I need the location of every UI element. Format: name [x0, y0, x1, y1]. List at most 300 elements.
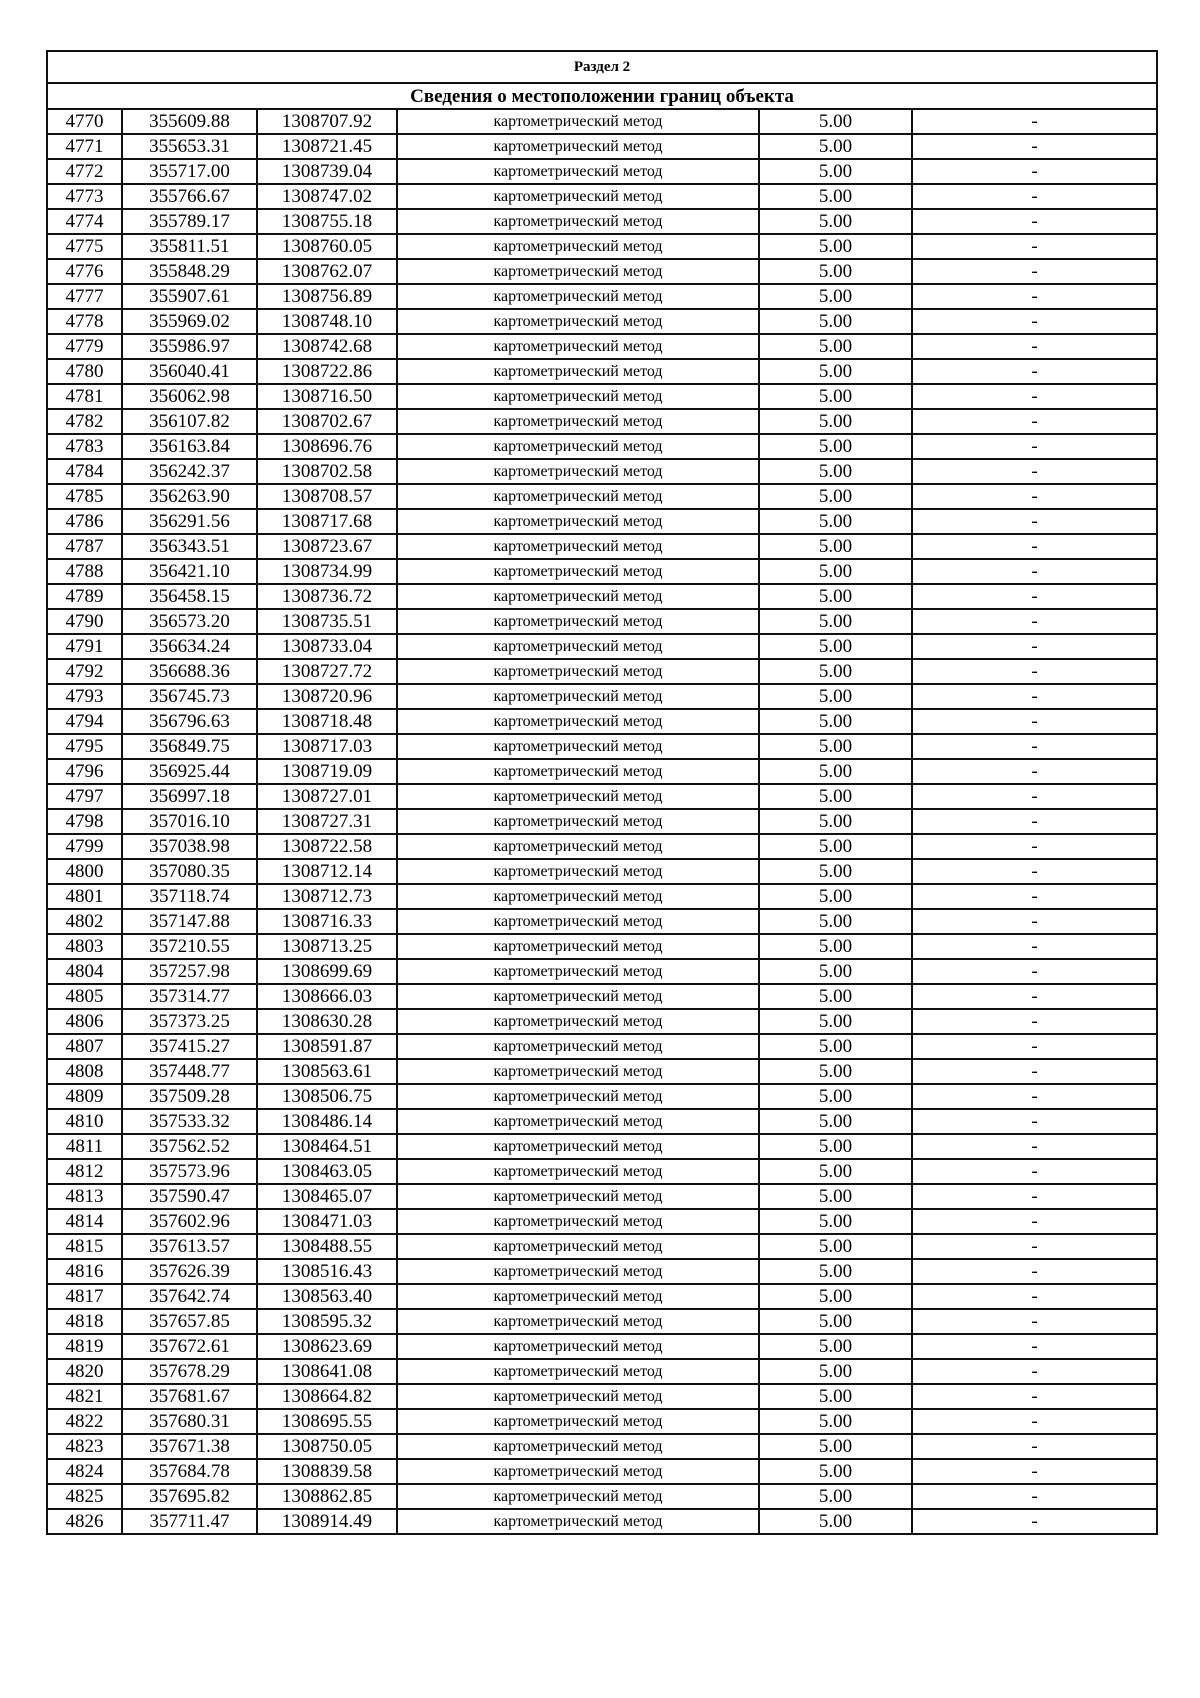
y-coordinate-cell: 1308717.03 [257, 734, 397, 759]
title-header-row [47, 83, 1157, 109]
table-row [47, 1334, 1157, 1359]
x-coordinate-cell: 355609.88 [122, 109, 257, 134]
table-row [47, 484, 1157, 509]
method-cell: картометрический метод [397, 1459, 759, 1484]
point-number-cell: 4777 [47, 284, 122, 309]
table-row [47, 534, 1157, 559]
method-cell: картометрический метод [397, 459, 759, 484]
accuracy-cell: 5.00 [759, 334, 912, 359]
point-number-cell: 4805 [47, 984, 122, 1009]
y-coordinate-cell: 1308747.02 [257, 184, 397, 209]
table-row [47, 334, 1157, 359]
table-row [47, 284, 1157, 309]
note-cell: - [912, 1459, 1157, 1484]
point-number-cell: 4772 [47, 159, 122, 184]
method-cell: картометрический метод [397, 959, 759, 984]
x-coordinate-cell: 357533.32 [122, 1109, 257, 1134]
table-row [47, 184, 1157, 209]
method-cell: картометрический метод [397, 109, 759, 134]
accuracy-cell: 5.00 [759, 784, 912, 809]
method-cell: картометрический метод [397, 609, 759, 634]
note-cell: - [912, 1059, 1157, 1084]
y-coordinate-cell: 1308748.10 [257, 309, 397, 334]
y-coordinate-cell: 1308716.50 [257, 384, 397, 409]
method-cell: картометрический метод [397, 259, 759, 284]
table-row [47, 159, 1157, 184]
note-cell: - [912, 409, 1157, 434]
method-cell: картометрический метод [397, 859, 759, 884]
method-cell: картометрический метод [397, 1159, 759, 1184]
accuracy-cell: 5.00 [759, 1209, 912, 1234]
point-number-cell: 4788 [47, 559, 122, 584]
y-coordinate-cell: 1308862.85 [257, 1484, 397, 1509]
note-cell: - [912, 759, 1157, 784]
table-row [47, 859, 1157, 884]
point-number-cell: 4789 [47, 584, 122, 609]
x-coordinate-cell: 357590.47 [122, 1184, 257, 1209]
x-coordinate-cell: 356849.75 [122, 734, 257, 759]
note-cell: - [912, 609, 1157, 634]
x-coordinate-cell: 356688.36 [122, 659, 257, 684]
table-row [47, 1009, 1157, 1034]
x-coordinate-cell: 357657.85 [122, 1309, 257, 1334]
note-cell: - [912, 859, 1157, 884]
y-coordinate-cell: 1308727.72 [257, 659, 397, 684]
method-cell: картометрический метод [397, 484, 759, 509]
point-number-cell: 4786 [47, 509, 122, 534]
table-row [47, 1384, 1157, 1409]
point-number-cell: 4806 [47, 1009, 122, 1034]
accuracy-cell: 5.00 [759, 584, 912, 609]
y-coordinate-cell: 1308914.49 [257, 1509, 397, 1534]
point-number-cell: 4798 [47, 809, 122, 834]
note-cell: - [912, 709, 1157, 734]
y-coordinate-cell: 1308720.96 [257, 684, 397, 709]
x-coordinate-cell: 357678.29 [122, 1359, 257, 1384]
note-cell: - [912, 1434, 1157, 1459]
accuracy-cell: 5.00 [759, 1184, 912, 1209]
y-coordinate-cell: 1308516.43 [257, 1259, 397, 1284]
y-coordinate-cell: 1308712.14 [257, 859, 397, 884]
table-row [47, 684, 1157, 709]
table-row [47, 559, 1157, 584]
point-number-cell: 4809 [47, 1084, 122, 1109]
method-cell: картометрический метод [397, 1259, 759, 1284]
note-cell: - [912, 384, 1157, 409]
y-coordinate-cell: 1308839.58 [257, 1459, 397, 1484]
y-coordinate-cell: 1308465.07 [257, 1184, 397, 1209]
y-coordinate-cell: 1308722.86 [257, 359, 397, 384]
table-row [47, 1409, 1157, 1434]
y-coordinate-cell: 1308641.08 [257, 1359, 397, 1384]
point-number-cell: 4817 [47, 1284, 122, 1309]
accuracy-cell: 5.00 [759, 1084, 912, 1109]
method-cell: картометрический метод [397, 734, 759, 759]
table-row [47, 709, 1157, 734]
note-cell: - [912, 909, 1157, 934]
y-coordinate-cell: 1308739.04 [257, 159, 397, 184]
y-coordinate-cell: 1308762.07 [257, 259, 397, 284]
table-row [47, 1459, 1157, 1484]
x-coordinate-cell: 356163.84 [122, 434, 257, 459]
x-coordinate-cell: 356107.82 [122, 409, 257, 434]
x-coordinate-cell: 357038.98 [122, 834, 257, 859]
y-coordinate-cell: 1308734.99 [257, 559, 397, 584]
accuracy-cell: 5.00 [759, 1434, 912, 1459]
table-row [47, 1309, 1157, 1334]
table-row [47, 359, 1157, 384]
note-cell: - [912, 134, 1157, 159]
y-coordinate-cell: 1308591.87 [257, 1034, 397, 1059]
x-coordinate-cell: 356291.56 [122, 509, 257, 534]
note-cell: - [912, 1009, 1157, 1034]
accuracy-cell: 5.00 [759, 809, 912, 834]
point-number-cell: 4820 [47, 1359, 122, 1384]
x-coordinate-cell: 357695.82 [122, 1484, 257, 1509]
method-cell: картометрический метод [397, 284, 759, 309]
table-row [47, 809, 1157, 834]
method-cell: картометрический метод [397, 334, 759, 359]
x-coordinate-cell: 356634.24 [122, 634, 257, 659]
table-row [47, 409, 1157, 434]
note-cell: - [912, 534, 1157, 559]
y-coordinate-cell: 1308742.68 [257, 334, 397, 359]
note-cell: - [912, 509, 1157, 534]
accuracy-cell: 5.00 [759, 284, 912, 309]
note-cell: - [912, 1184, 1157, 1209]
x-coordinate-cell: 357681.67 [122, 1384, 257, 1409]
x-coordinate-cell: 355766.67 [122, 184, 257, 209]
point-number-cell: 4771 [47, 134, 122, 159]
accuracy-cell: 5.00 [759, 409, 912, 434]
method-cell: картометрический метод [397, 1284, 759, 1309]
point-number-cell: 4774 [47, 209, 122, 234]
accuracy-cell: 5.00 [759, 684, 912, 709]
y-coordinate-cell: 1308463.05 [257, 1159, 397, 1184]
method-cell: картометрический метод [397, 1209, 759, 1234]
x-coordinate-cell: 357602.96 [122, 1209, 257, 1234]
x-coordinate-cell: 356573.20 [122, 609, 257, 634]
x-coordinate-cell: 357671.38 [122, 1434, 257, 1459]
table-row [47, 259, 1157, 284]
y-coordinate-cell: 1308464.51 [257, 1134, 397, 1159]
table-row [47, 1434, 1157, 1459]
method-cell: картометрический метод [397, 384, 759, 409]
y-coordinate-cell: 1308707.92 [257, 109, 397, 134]
note-cell: - [912, 659, 1157, 684]
note-cell: - [912, 1259, 1157, 1284]
note-cell: - [912, 734, 1157, 759]
y-coordinate-cell: 1308721.45 [257, 134, 397, 159]
point-number-cell: 4825 [47, 1484, 122, 1509]
point-number-cell: 4781 [47, 384, 122, 409]
y-coordinate-cell: 1308696.76 [257, 434, 397, 459]
accuracy-cell: 5.00 [759, 759, 912, 784]
accuracy-cell: 5.00 [759, 909, 912, 934]
point-number-cell: 4791 [47, 634, 122, 659]
point-number-cell: 4770 [47, 109, 122, 134]
x-coordinate-cell: 356925.44 [122, 759, 257, 784]
accuracy-cell: 5.00 [759, 659, 912, 684]
y-coordinate-cell: 1308713.25 [257, 934, 397, 959]
note-cell: - [912, 1134, 1157, 1159]
x-coordinate-cell: 355653.31 [122, 134, 257, 159]
point-number-cell: 4799 [47, 834, 122, 859]
y-coordinate-cell: 1308760.05 [257, 234, 397, 259]
method-cell: картометрический метод [397, 1509, 759, 1534]
x-coordinate-cell: 356421.10 [122, 559, 257, 584]
section-header-row [47, 51, 1157, 83]
y-coordinate-cell: 1308708.57 [257, 484, 397, 509]
note-cell: - [912, 1384, 1157, 1409]
point-number-cell: 4794 [47, 709, 122, 734]
note-cell: - [912, 1409, 1157, 1434]
note-cell: - [912, 109, 1157, 134]
table-row [47, 634, 1157, 659]
method-cell: картометрический метод [397, 559, 759, 584]
method-cell: картометрический метод [397, 309, 759, 334]
method-cell: картометрический метод [397, 684, 759, 709]
point-number-cell: 4779 [47, 334, 122, 359]
accuracy-cell: 5.00 [759, 859, 912, 884]
accuracy-cell: 5.00 [759, 1384, 912, 1409]
accuracy-cell: 5.00 [759, 384, 912, 409]
method-cell: картометрический метод [397, 1484, 759, 1509]
y-coordinate-cell: 1308735.51 [257, 609, 397, 634]
note-cell: - [912, 434, 1157, 459]
y-coordinate-cell: 1308623.69 [257, 1334, 397, 1359]
y-coordinate-cell: 1308695.55 [257, 1409, 397, 1434]
method-cell: картометрический метод [397, 1184, 759, 1209]
y-coordinate-cell: 1308717.68 [257, 509, 397, 534]
table-row [47, 1259, 1157, 1284]
accuracy-cell: 5.00 [759, 1334, 912, 1359]
accuracy-cell: 5.00 [759, 559, 912, 584]
point-number-cell: 4823 [47, 1434, 122, 1459]
table-row [47, 1184, 1157, 1209]
point-number-cell: 4776 [47, 259, 122, 284]
method-cell: картометрический метод [397, 1059, 759, 1084]
note-cell: - [912, 784, 1157, 809]
point-number-cell: 4812 [47, 1159, 122, 1184]
method-cell: картометрический метод [397, 1309, 759, 1334]
point-number-cell: 4819 [47, 1334, 122, 1359]
method-cell: картометрический метод [397, 984, 759, 1009]
method-cell: картометрический метод [397, 1034, 759, 1059]
accuracy-cell: 5.00 [759, 1309, 912, 1334]
accuracy-cell: 5.00 [759, 134, 912, 159]
x-coordinate-cell: 357147.88 [122, 909, 257, 934]
note-cell: - [912, 209, 1157, 234]
table-row [47, 1084, 1157, 1109]
x-coordinate-cell: 356242.37 [122, 459, 257, 484]
method-cell: картометрический метод [397, 634, 759, 659]
x-coordinate-cell: 355969.02 [122, 309, 257, 334]
point-number-cell: 4821 [47, 1384, 122, 1409]
table-row [47, 784, 1157, 809]
note-cell: - [912, 484, 1157, 509]
accuracy-cell: 5.00 [759, 459, 912, 484]
note-cell: - [912, 1284, 1157, 1309]
point-number-cell: 4814 [47, 1209, 122, 1234]
x-coordinate-cell: 356343.51 [122, 534, 257, 559]
table-row [47, 959, 1157, 984]
point-number-cell: 4810 [47, 1109, 122, 1134]
point-number-cell: 4785 [47, 484, 122, 509]
x-coordinate-cell: 355907.61 [122, 284, 257, 309]
note-cell: - [912, 809, 1157, 834]
note-cell: - [912, 1509, 1157, 1534]
table-row [47, 1484, 1157, 1509]
accuracy-cell: 5.00 [759, 259, 912, 284]
accuracy-cell: 5.00 [759, 634, 912, 659]
y-coordinate-cell: 1308727.01 [257, 784, 397, 809]
point-number-cell: 4787 [47, 534, 122, 559]
method-cell: картометрический метод [397, 834, 759, 859]
table-row [47, 1284, 1157, 1309]
y-coordinate-cell: 1308750.05 [257, 1434, 397, 1459]
note-cell: - [912, 1084, 1157, 1109]
y-coordinate-cell: 1308563.61 [257, 1059, 397, 1084]
note-cell: - [912, 1209, 1157, 1234]
x-coordinate-cell: 356796.63 [122, 709, 257, 734]
y-coordinate-cell: 1308702.58 [257, 459, 397, 484]
y-coordinate-cell: 1308702.67 [257, 409, 397, 434]
x-coordinate-cell: 356458.15 [122, 584, 257, 609]
x-coordinate-cell: 357509.28 [122, 1084, 257, 1109]
x-coordinate-cell: 356263.90 [122, 484, 257, 509]
accuracy-cell: 5.00 [759, 1484, 912, 1509]
point-number-cell: 4813 [47, 1184, 122, 1209]
table-row [47, 134, 1157, 159]
accuracy-cell: 5.00 [759, 509, 912, 534]
table-row [47, 459, 1157, 484]
point-number-cell: 4792 [47, 659, 122, 684]
method-cell: картометрический метод [397, 784, 759, 809]
table-row [47, 1509, 1157, 1534]
table-row [47, 584, 1157, 609]
note-cell: - [912, 334, 1157, 359]
table-row [47, 909, 1157, 934]
accuracy-cell: 5.00 [759, 534, 912, 559]
method-cell: картометрический метод [397, 234, 759, 259]
point-number-cell: 4775 [47, 234, 122, 259]
y-coordinate-cell: 1308755.18 [257, 209, 397, 234]
x-coordinate-cell: 357118.74 [122, 884, 257, 909]
method-cell: картометрический метод [397, 534, 759, 559]
table-row [47, 1034, 1157, 1059]
y-coordinate-cell: 1308595.32 [257, 1309, 397, 1334]
y-coordinate-cell: 1308666.03 [257, 984, 397, 1009]
point-number-cell: 4808 [47, 1059, 122, 1084]
accuracy-cell: 5.00 [759, 884, 912, 909]
note-cell: - [912, 884, 1157, 909]
x-coordinate-cell: 356745.73 [122, 684, 257, 709]
point-number-cell: 4780 [47, 359, 122, 384]
table-row [47, 209, 1157, 234]
method-cell: картометрический метод [397, 1434, 759, 1459]
point-number-cell: 4822 [47, 1409, 122, 1434]
x-coordinate-cell: 355789.17 [122, 209, 257, 234]
point-number-cell: 4802 [47, 909, 122, 934]
table-row [47, 934, 1157, 959]
accuracy-cell: 5.00 [759, 934, 912, 959]
y-coordinate-cell: 1308733.04 [257, 634, 397, 659]
method-cell: картометрический метод [397, 884, 759, 909]
table-row [47, 1234, 1157, 1259]
method-cell: картометрический метод [397, 1134, 759, 1159]
accuracy-cell: 5.00 [759, 1284, 912, 1309]
x-coordinate-cell: 357016.10 [122, 809, 257, 834]
method-cell: картометрический метод [397, 584, 759, 609]
accuracy-cell: 5.00 [759, 1459, 912, 1484]
accuracy-cell: 5.00 [759, 1109, 912, 1134]
point-number-cell: 4818 [47, 1309, 122, 1334]
method-cell: картометрический метод [397, 1359, 759, 1384]
accuracy-cell: 5.00 [759, 959, 912, 984]
point-number-cell: 4782 [47, 409, 122, 434]
accuracy-cell: 5.00 [759, 1359, 912, 1384]
x-coordinate-cell: 357684.78 [122, 1459, 257, 1484]
x-coordinate-cell: 357257.98 [122, 959, 257, 984]
accuracy-cell: 5.00 [759, 1034, 912, 1059]
x-coordinate-cell: 355986.97 [122, 334, 257, 359]
point-number-cell: 4778 [47, 309, 122, 334]
method-cell: картометрический метод [397, 759, 759, 784]
table-row [47, 434, 1157, 459]
method-cell: картометрический метод [397, 184, 759, 209]
table-row [47, 109, 1157, 134]
table-row [47, 1134, 1157, 1159]
accuracy-cell: 5.00 [759, 109, 912, 134]
table-row [47, 609, 1157, 634]
y-coordinate-cell: 1308488.55 [257, 1234, 397, 1259]
accuracy-cell: 5.00 [759, 1409, 912, 1434]
method-cell: картометрический метод [397, 809, 759, 834]
point-number-cell: 4826 [47, 1509, 122, 1534]
x-coordinate-cell: 357613.57 [122, 1234, 257, 1259]
y-coordinate-cell: 1308563.40 [257, 1284, 397, 1309]
y-coordinate-cell: 1308699.69 [257, 959, 397, 984]
table-row [47, 234, 1157, 259]
accuracy-cell: 5.00 [759, 159, 912, 184]
x-coordinate-cell: 357314.77 [122, 984, 257, 1009]
note-cell: - [912, 259, 1157, 284]
point-number-cell: 4807 [47, 1034, 122, 1059]
y-coordinate-cell: 1308719.09 [257, 759, 397, 784]
x-coordinate-cell: 357642.74 [122, 1284, 257, 1309]
x-coordinate-cell: 357626.39 [122, 1259, 257, 1284]
point-number-cell: 4800 [47, 859, 122, 884]
x-coordinate-cell: 355848.29 [122, 259, 257, 284]
note-cell: - [912, 1334, 1157, 1359]
point-number-cell: 4773 [47, 184, 122, 209]
note-cell: - [912, 1234, 1157, 1259]
table-row [47, 1359, 1157, 1384]
note-cell: - [912, 184, 1157, 209]
note-cell: - [912, 1034, 1157, 1059]
accuracy-cell: 5.00 [759, 1259, 912, 1284]
point-number-cell: 4804 [47, 959, 122, 984]
x-coordinate-cell: 357448.77 [122, 1059, 257, 1084]
point-number-cell: 4815 [47, 1234, 122, 1259]
y-coordinate-cell: 1308630.28 [257, 1009, 397, 1034]
note-cell: - [912, 359, 1157, 384]
x-coordinate-cell: 357672.61 [122, 1334, 257, 1359]
y-coordinate-cell: 1308756.89 [257, 284, 397, 309]
method-cell: картометрический метод [397, 509, 759, 534]
method-cell: картометрический метод [397, 209, 759, 234]
